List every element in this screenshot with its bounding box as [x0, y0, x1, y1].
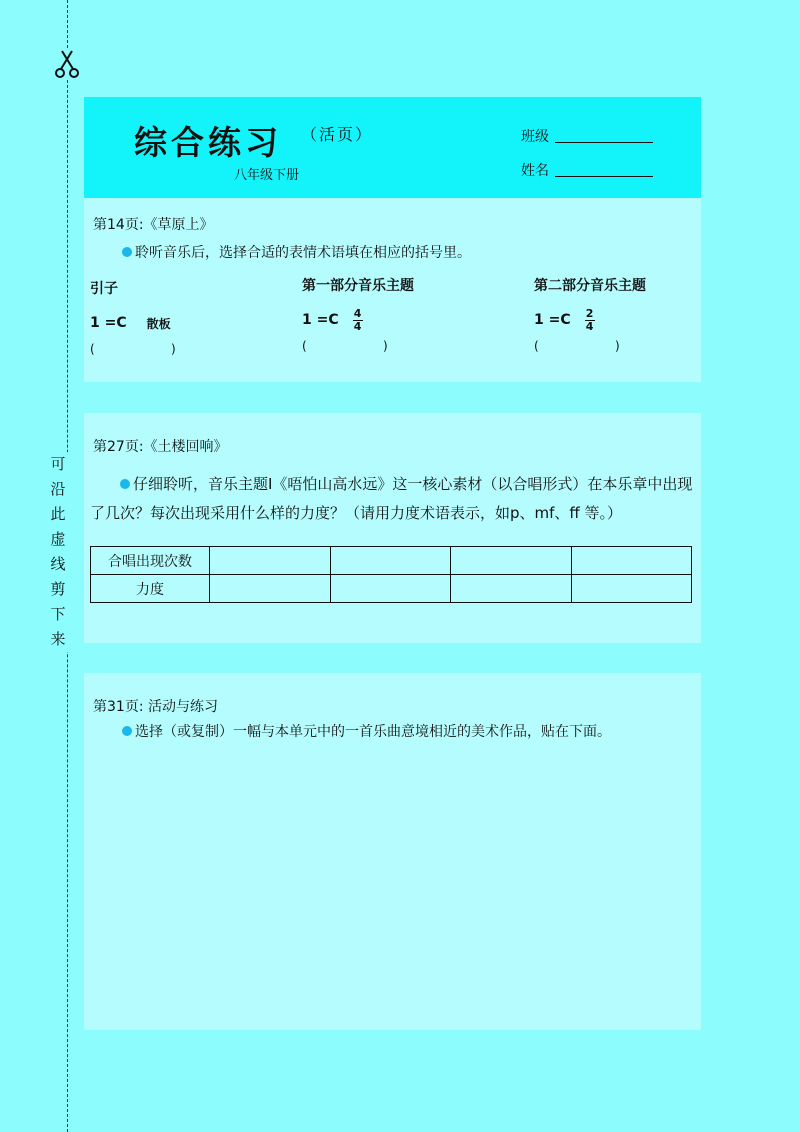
scissors-icon [53, 48, 81, 80]
name-field[interactable]: 姓名 [521, 160, 653, 180]
table-row [91, 547, 692, 575]
column-intro: 引子 1 =C 散板 ( ) [90, 281, 176, 356]
row-header: 合唱出现次数 [91, 547, 210, 575]
title-note: （活页） [301, 125, 374, 144]
answer-cell[interactable] [451, 547, 572, 575]
answer-cell[interactable] [330, 575, 451, 603]
section-grassland [84, 198, 701, 382]
row-header: 力度 [91, 575, 210, 603]
section-instruction: 聆听音乐后，选择合适的表情术语填在相应的括号里。 [122, 242, 471, 262]
worksheet-header [84, 97, 701, 198]
column-part1: 第一部分音乐主题 1 =C $\frac{4}{4}$ ( ) [302, 278, 414, 353]
answer-blank[interactable]: ( ) [90, 342, 176, 356]
column-part2: 第二部分音乐主题 1 =C $\frac{2}{4}$ ( ) [534, 278, 646, 353]
section-page-ref: 第31页: 活动与练习 [93, 699, 218, 715]
class-field[interactable]: 班级 [521, 126, 653, 146]
answer-cell[interactable] [451, 575, 572, 603]
answer-cell[interactable] [210, 575, 331, 603]
bullet-icon [120, 479, 130, 489]
section-page-ref: 第27页:《土楼回响》 [93, 439, 228, 455]
answer-cell[interactable] [210, 547, 331, 575]
time-signature: $\frac{4}{4}$ [353, 306, 362, 333]
answer-blank[interactable]: ( ) [534, 339, 620, 353]
bullet-icon [122, 726, 132, 736]
grade-label: 八年级下册 [234, 168, 300, 183]
answer-cell[interactable] [330, 547, 451, 575]
answer-cell[interactable] [571, 575, 692, 603]
question-paragraph: 仔细聆听，音乐主题Ⅰ《唔怕山高水远》这一核心素材（以合唱形式）在本乐章中出现了几次？每次出现采用什么样的力度？（请用力度术语表示，如p、mf、ff 等。） [90, 475, 693, 522]
table-row [91, 575, 692, 603]
section-instruction: 选择（或复制）一幅与本单元中的一首乐曲意境相近的美术作品，贴在下面。 [122, 721, 611, 741]
paste-area[interactable] [90, 753, 694, 1023]
answer-table [90, 546, 692, 603]
time-signature: $\frac{2}{4}$ [585, 306, 594, 333]
section-page-ref: 第14页:《草原上》 [93, 217, 214, 233]
section-tulou [84, 413, 701, 643]
section-activity [84, 673, 701, 1030]
bullet-icon [122, 247, 132, 257]
worksheet-title: 综合练习 [134, 123, 282, 162]
answer-cell[interactable] [571, 547, 692, 575]
cut-instruction: 可 沿 此 虚 线 剪 下 来 [44, 452, 72, 652]
answer-blank[interactable]: ( ) [302, 339, 388, 353]
